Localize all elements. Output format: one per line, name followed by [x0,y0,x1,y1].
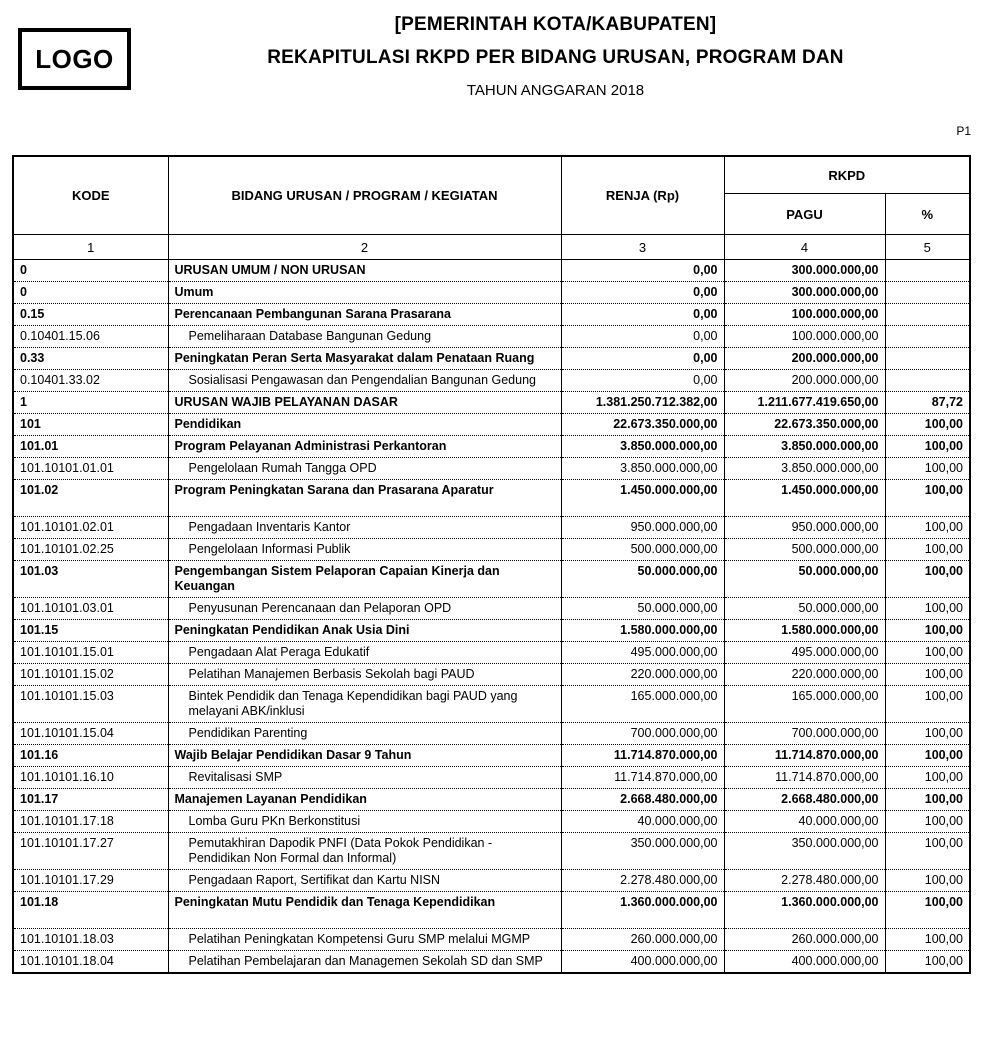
cell-percent: 100,00 [885,598,970,620]
table-head [13,156,970,260]
page-marker: P1 [956,124,971,138]
cell-pagu: 40.000.000,00 [724,811,885,833]
col-number-3: 3 [561,235,724,260]
cell-renja: 350.000.000,00 [561,833,724,870]
cell-uraian: Penyusunan Perencanaan dan Pelaporan OPD [168,598,561,620]
col-header-percent: % [885,194,970,235]
cell-pagu: 400.000.000,00 [724,951,885,974]
table-row [13,414,970,436]
col-header-rkpd: RKPD [724,156,970,194]
col-header-uraian: BIDANG URUSAN / PROGRAM / KEGIATAN [168,156,561,235]
cell-kode: 101.10101.02.01 [13,517,168,539]
col-number-1: 1 [13,235,168,260]
cell-renja: 50.000.000,00 [561,561,724,598]
cell-percent: 100,00 [885,561,970,598]
cell-pagu: 50.000.000,00 [724,561,885,598]
cell-uraian: Pengelolaan Rumah Tangga OPD [168,458,561,480]
cell-percent: 100,00 [885,767,970,789]
table-row [13,833,970,870]
cell-kode: 101.10101.15.03 [13,686,168,723]
cell-uraian: Pengadaan Inventaris Kantor [168,517,561,539]
cell-pagu: 495.000.000,00 [724,642,885,664]
table-row [13,811,970,833]
cell-kode: 0 [13,282,168,304]
cell-uraian: Program Pelayanan Administrasi Perkantoran [168,436,561,458]
cell-renja: 1.450.000.000,00 [561,480,724,517]
cell-uraian: Revitalisasi SMP [168,767,561,789]
cell-percent: 100,00 [885,664,970,686]
table-row [13,392,970,414]
cell-pagu: 22.673.350.000,00 [724,414,885,436]
cell-renja: 3.850.000.000,00 [561,436,724,458]
cell-percent: 100,00 [885,620,970,642]
cell-percent: 100,00 [885,480,970,517]
cell-renja: 2.278.480.000,00 [561,870,724,892]
cell-kode: 101.02 [13,480,168,517]
cell-pagu: 1.360.000.000,00 [724,892,885,929]
cell-pagu: 200.000.000,00 [724,370,885,392]
cell-pagu: 1.580.000.000,00 [724,620,885,642]
cell-uraian: Pengadaan Alat Peraga Edukatif [168,642,561,664]
rekap-table [12,155,971,974]
cell-pagu: 3.850.000.000,00 [724,458,885,480]
cell-uraian: Pelatihan Manajemen Berbasis Sekolah bagi PAUD [168,664,561,686]
cell-percent: 100,00 [885,811,970,833]
cell-uraian: Lomba Guru PKn Berkonstitusi [168,811,561,833]
table-row [13,723,970,745]
cell-pagu: 950.000.000,00 [724,517,885,539]
document-title-primary: [PEMERINTAH KOTA/KABUPATEN] [394,14,717,35]
cell-kode: 101.10101.02.25 [13,539,168,561]
cell-renja: 2.668.480.000,00 [561,789,724,811]
logo-placeholder [18,28,131,90]
cell-pagu: 350.000.000,00 [724,833,885,870]
cell-percent: 100,00 [885,458,970,480]
cell-percent: 100,00 [885,686,970,723]
cell-percent: 100,00 [885,723,970,745]
cell-uraian: Manajemen Layanan Pendidikan [168,789,561,811]
cell-kode: 101.01 [13,436,168,458]
cell-renja: 1.360.000.000,00 [561,892,724,929]
table-row [13,260,970,282]
cell-renja: 260.000.000,00 [561,929,724,951]
cell-pagu: 300.000.000,00 [724,282,885,304]
document-title-secondary: REKAPITULASI RKPD PER BIDANG URUSAN, PROGRAM DAN [267,47,844,68]
cell-renja: 400.000.000,00 [561,951,724,974]
table-row [13,458,970,480]
cell-kode: 101.10101.01.01 [13,458,168,480]
cell-uraian: Wajib Belajar Pendidikan Dasar 9 Tahun [168,745,561,767]
cell-renja: 1.381.250.712.382,00 [561,392,724,414]
cell-kode: 101.10101.15.02 [13,664,168,686]
cell-uraian: Pendidikan Parenting [168,723,561,745]
table-row [13,686,970,723]
col-header-kode: KODE [13,156,168,235]
cell-renja: 3.850.000.000,00 [561,458,724,480]
cell-percent: 100,00 [885,833,970,870]
cell-uraian: Pemutakhiran Dapodik PNFI (Data Pokok Pendidikan - Pendidikan Non Formal dan Informal) [168,833,561,870]
table-row [13,517,970,539]
rekap-table-container [12,155,969,974]
cell-pagu: 11.714.870.000,00 [724,767,885,789]
cell-percent [885,370,970,392]
cell-uraian: Bintek Pendidik dan Tenaga Kependidikan bagi PAUD yang melayani ABK/inklusi [168,686,561,723]
cell-pagu: 165.000.000,00 [724,686,885,723]
cell-pagu: 100.000.000,00 [724,304,885,326]
cell-pagu: 2.668.480.000,00 [724,789,885,811]
table-body [13,260,970,974]
cell-renja: 11.714.870.000,00 [561,745,724,767]
cell-pagu: 1.450.000.000,00 [724,480,885,517]
cell-kode: 101.03 [13,561,168,598]
cell-percent: 100,00 [885,436,970,458]
cell-uraian: Peningkatan Peran Serta Masyarakat dalam Penataan Ruang [168,348,561,370]
table-row [13,767,970,789]
cell-uraian: URUSAN UMUM / NON URUSAN [168,260,561,282]
table-row [13,664,970,686]
cell-uraian: Pengembangan Sistem Pelaporan Capaian Kinerja dan Keuangan [168,561,561,598]
cell-percent: 100,00 [885,745,970,767]
cell-percent: 100,00 [885,870,970,892]
cell-uraian: URUSAN WAJIB PELAYANAN DASAR [168,392,561,414]
cell-uraian: Program Peningkatan Sarana dan Prasarana Aparatur [168,480,561,517]
cell-uraian: Sosialisasi Pengawasan dan Pengendalian Bangunan Gedung [168,370,561,392]
cell-uraian: Pelatihan Peningkatan Kompetensi Guru SMP melalui MGMP [168,929,561,951]
cell-pagu: 3.850.000.000,00 [724,436,885,458]
table-row [13,370,970,392]
cell-percent: 100,00 [885,517,970,539]
table-row [13,539,970,561]
cell-kode: 0 [13,260,168,282]
cell-kode: 101.10101.18.03 [13,929,168,951]
table-row [13,598,970,620]
column-number-row [13,235,970,260]
cell-kode: 0.15 [13,304,168,326]
cell-percent: 100,00 [885,539,970,561]
table-row [13,745,970,767]
table-row [13,789,970,811]
cell-percent: 87,72 [885,392,970,414]
cell-uraian: Pengelolaan Informasi Publik [168,539,561,561]
cell-percent [885,348,970,370]
table-row [13,642,970,664]
cell-renja: 22.673.350.000,00 [561,414,724,436]
cell-pagu: 220.000.000,00 [724,664,885,686]
cell-renja: 950.000.000,00 [561,517,724,539]
cell-percent: 100,00 [885,892,970,929]
cell-renja: 0,00 [561,282,724,304]
cell-uraian: Pelatihan Pembelajaran dan Managemen Sekolah SD dan SMP [168,951,561,974]
cell-kode: 101.16 [13,745,168,767]
cell-percent [885,282,970,304]
cell-uraian: Peningkatan Pendidikan Anak Usia Dini [168,620,561,642]
cell-renja: 500.000.000,00 [561,539,724,561]
cell-uraian: Pemeliharaan Database Bangunan Gedung [168,326,561,348]
title-block [140,10,971,106]
table-row [13,304,970,326]
table-row [13,951,970,974]
cell-kode: 101.15 [13,620,168,642]
cell-percent: 100,00 [885,414,970,436]
cell-pagu: 11.714.870.000,00 [724,745,885,767]
cell-pagu: 2.278.480.000,00 [724,870,885,892]
cell-percent: 100,00 [885,789,970,811]
cell-kode: 1 [13,392,168,414]
table-row [13,561,970,598]
cell-pagu: 300.000.000,00 [724,260,885,282]
cell-percent [885,304,970,326]
cell-percent: 100,00 [885,929,970,951]
cell-renja: 50.000.000,00 [561,598,724,620]
cell-pagu: 200.000.000,00 [724,348,885,370]
cell-renja: 0,00 [561,304,724,326]
cell-renja: 0,00 [561,260,724,282]
cell-renja: 1.580.000.000,00 [561,620,724,642]
table-row [13,282,970,304]
cell-pagu: 500.000.000,00 [724,539,885,561]
cell-uraian: Pengadaan Raport, Sertifikat dan Kartu NISN [168,870,561,892]
table-row [13,480,970,517]
cell-renja: 40.000.000,00 [561,811,724,833]
cell-kode: 101.10101.18.04 [13,951,168,974]
cell-kode: 0.10401.33.02 [13,370,168,392]
cell-renja: 0,00 [561,326,724,348]
col-number-4: 4 [724,235,885,260]
col-header-renja: RENJA (Rp) [561,156,724,235]
col-number-2: 2 [168,235,561,260]
cell-kode: 101.10101.17.29 [13,870,168,892]
cell-percent: 100,00 [885,642,970,664]
cell-pagu: 1.211.677.419.650,00 [724,392,885,414]
table-row [13,348,970,370]
cell-kode: 101.10101.03.01 [13,598,168,620]
cell-renja: 165.000.000,00 [561,686,724,723]
cell-kode: 101.17 [13,789,168,811]
cell-renja: 495.000.000,00 [561,642,724,664]
cell-pagu: 260.000.000,00 [724,929,885,951]
cell-uraian: Perencanaan Pembangunan Sarana Prasarana [168,304,561,326]
cell-kode: 101.10101.16.10 [13,767,168,789]
cell-pagu: 50.000.000,00 [724,598,885,620]
cell-renja: 11.714.870.000,00 [561,767,724,789]
document-fiscal-year: TAHUN ANGGARAN 2018 [466,82,645,99]
cell-pagu: 100.000.000,00 [724,326,885,348]
cell-pagu: 700.000.000,00 [724,723,885,745]
cell-uraian: Pendidikan [168,414,561,436]
cell-kode: 0.10401.15.06 [13,326,168,348]
cell-kode: 101.10101.15.01 [13,642,168,664]
cell-uraian: Umum [168,282,561,304]
cell-renja: 0,00 [561,370,724,392]
table-row [13,436,970,458]
cell-kode: 101 [13,414,168,436]
cell-renja: 220.000.000,00 [561,664,724,686]
logo-label: LOGO [35,43,114,74]
table-row [13,326,970,348]
document-header [0,0,981,122]
cell-percent [885,260,970,282]
col-number-5: 5 [885,235,970,260]
table-row [13,929,970,951]
cell-kode: 101.18 [13,892,168,929]
cell-renja: 700.000.000,00 [561,723,724,745]
cell-percent [885,326,970,348]
cell-kode: 101.10101.17.18 [13,811,168,833]
cell-kode: 101.10101.15.04 [13,723,168,745]
cell-kode: 0.33 [13,348,168,370]
cell-percent: 100,00 [885,951,970,974]
cell-renja: 0,00 [561,348,724,370]
table-row [13,620,970,642]
col-header-pagu: PAGU [724,194,885,235]
cell-uraian: Peningkatan Mutu Pendidik dan Tenaga Kependidikan [168,892,561,929]
cell-kode: 101.10101.17.27 [13,833,168,870]
table-row [13,892,970,929]
table-row [13,870,970,892]
